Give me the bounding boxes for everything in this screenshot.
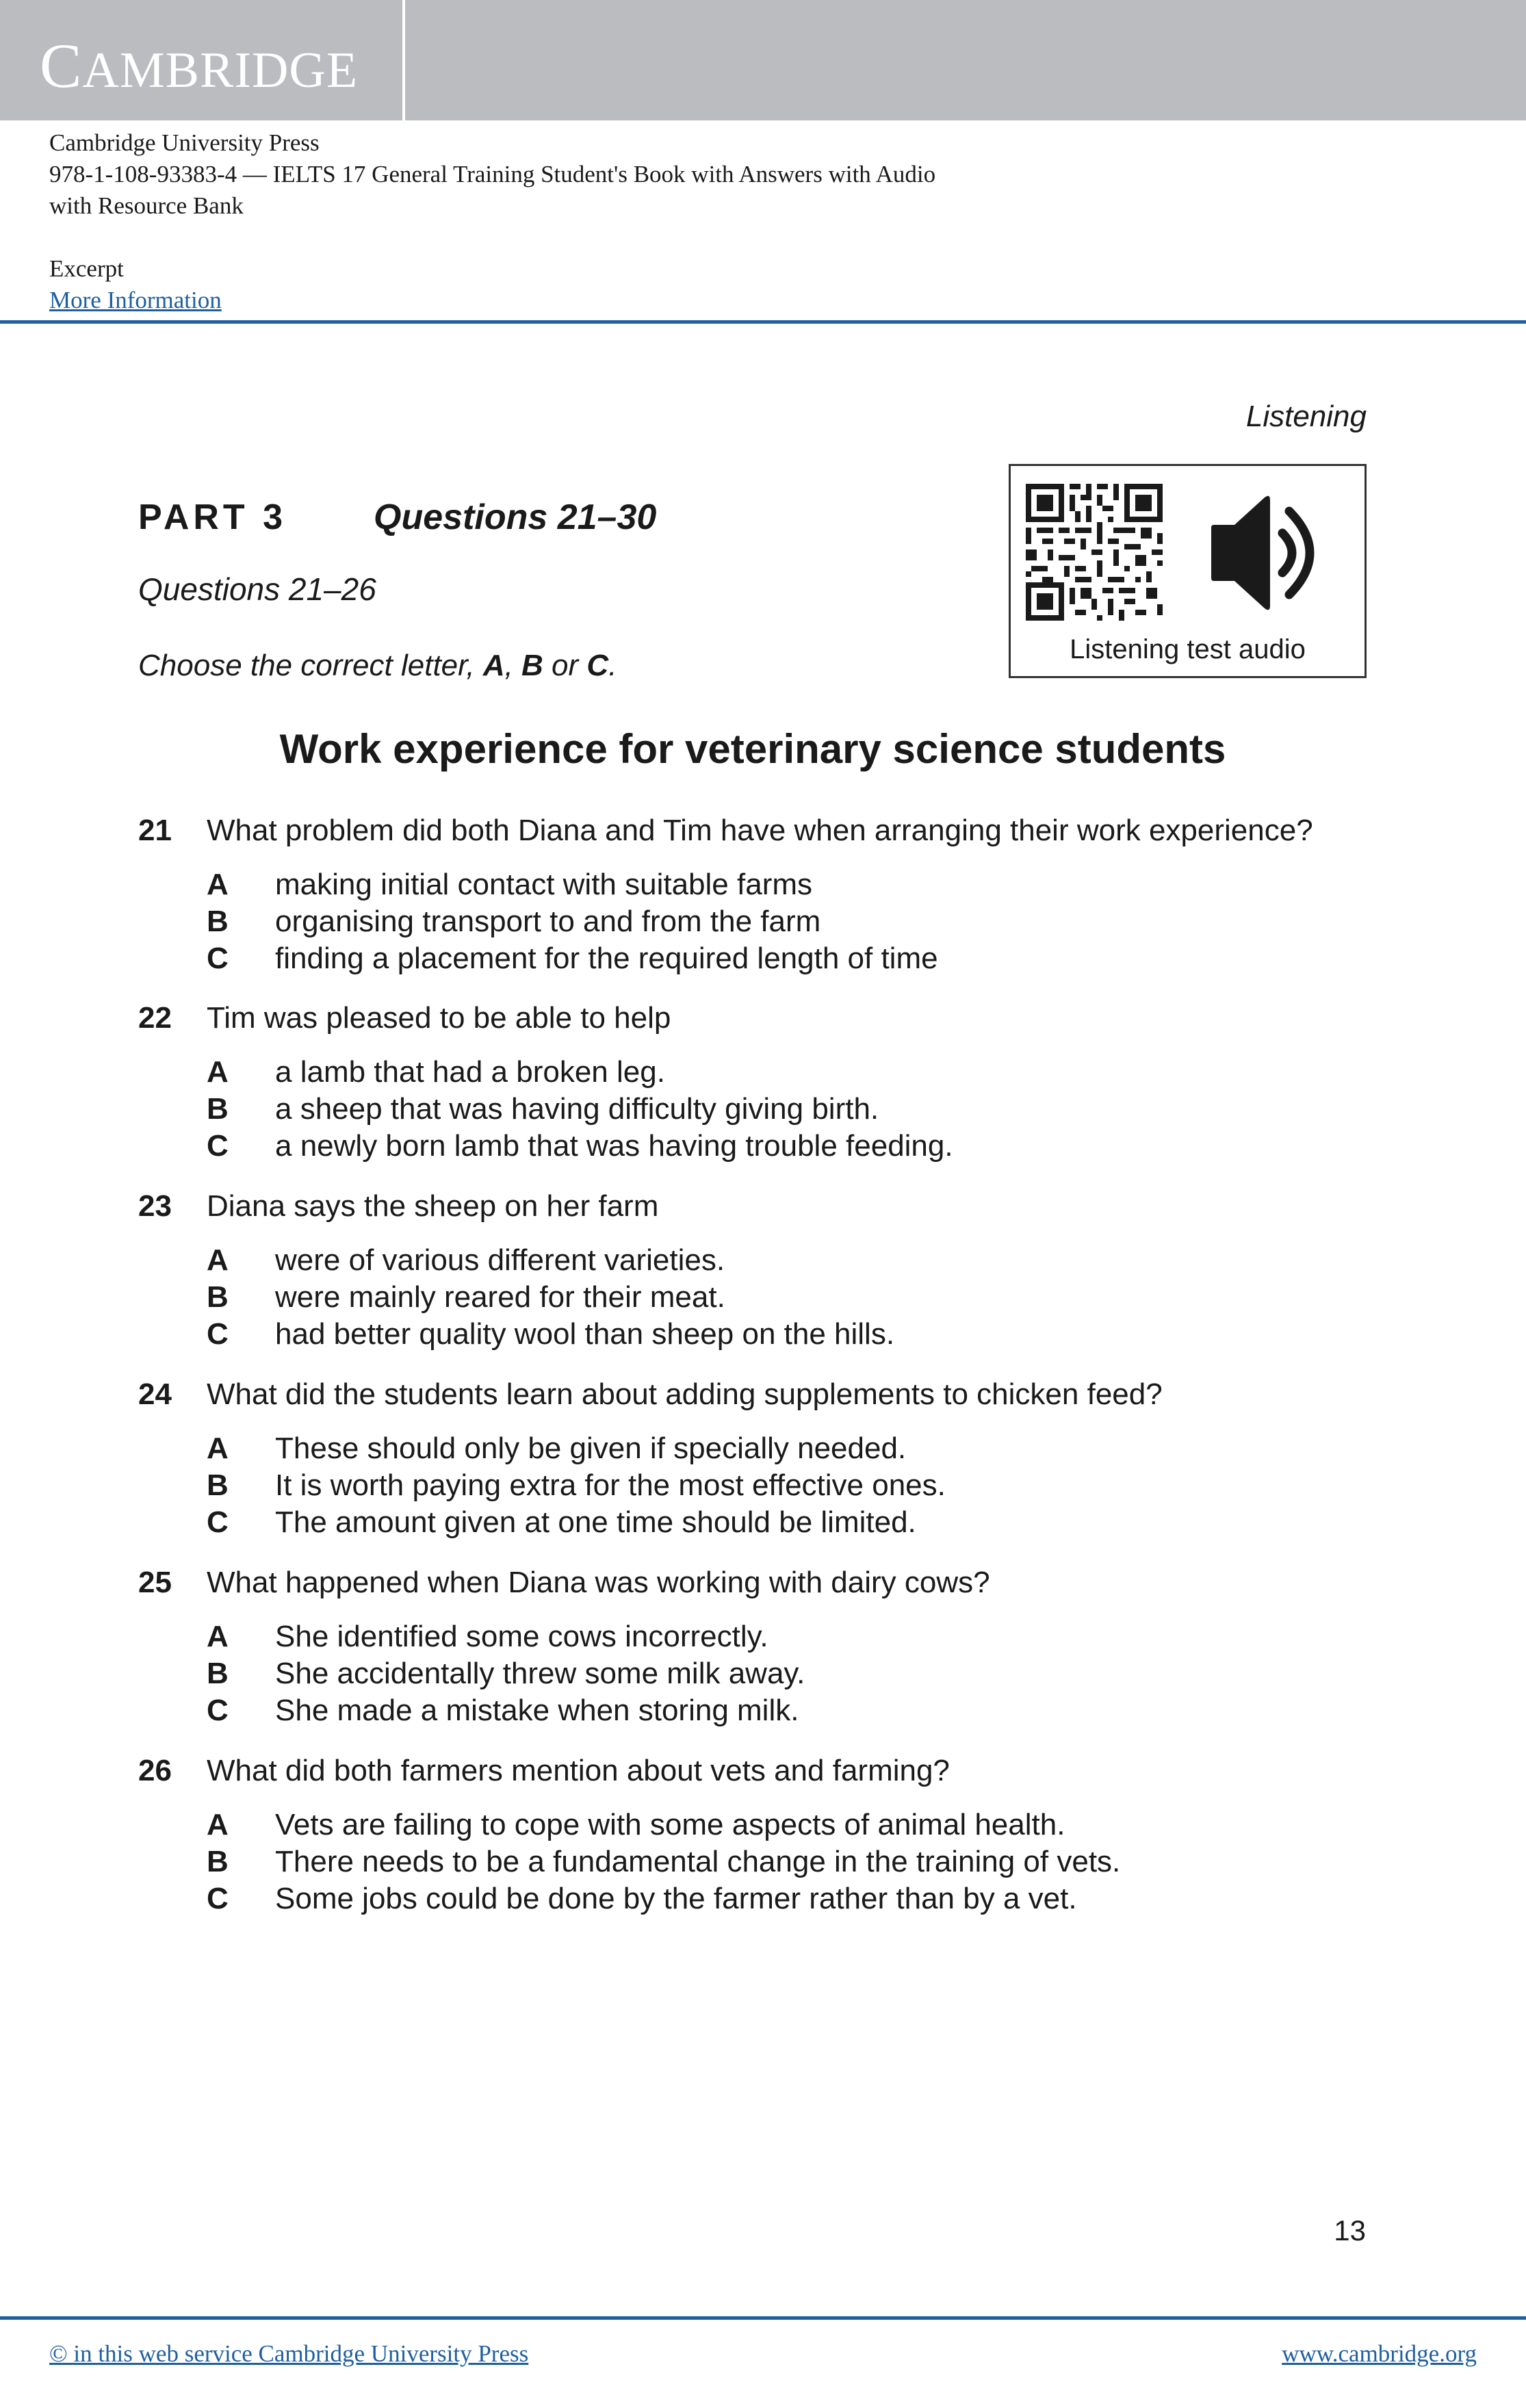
option-text: The amount given at one time should be limited. (275, 1505, 916, 1539)
part-questions-range: Questions 21–30 (374, 497, 657, 537)
option-c[interactable] (138, 1128, 1438, 1165)
audio-box[interactable] (1009, 464, 1367, 678)
footer-divider (0, 2316, 1526, 2320)
question-text: Diana says the sheep on her farm (207, 1189, 659, 1223)
question-26 (138, 1750, 1438, 1917)
option-text: were mainly reared for their meat. (275, 1280, 725, 1314)
option-letter: B (207, 1657, 229, 1690)
question-text: What problem did both Diana and Tim have when arranging their work experience? (207, 814, 1313, 847)
cambridge-logo: CAMBRIDGE (40, 31, 359, 101)
copyright-link[interactable]: © in this web service Cambridge University Press (49, 2340, 529, 2367)
option-a[interactable] (138, 1242, 1438, 1279)
option-a[interactable] (138, 1430, 1438, 1467)
option-letter: A (207, 1620, 229, 1653)
option-letter: A (207, 1432, 229, 1465)
option-letter: B (207, 1845, 229, 1878)
option-letter: A (207, 1243, 229, 1277)
section-label: Listening (1245, 400, 1367, 433)
option-c[interactable] (138, 1316, 1438, 1353)
option-b[interactable] (138, 1467, 1438, 1504)
option-text: Some jobs could be done by the farmer rather than by a vet. (275, 1882, 1077, 1915)
option-b[interactable] (138, 903, 1438, 940)
question-text: Tim was pleased to be able to help (207, 1001, 671, 1035)
option-letter: A (207, 1055, 229, 1089)
question-number: 26 (138, 1754, 172, 1787)
audio-label: Listening test audio (1070, 634, 1306, 664)
option-letter: B (207, 1280, 229, 1314)
instruction-sep: , (504, 649, 522, 682)
option-text: She made a mistake when storing milk. (275, 1694, 799, 1727)
option-b[interactable] (138, 1091, 1438, 1128)
option-c[interactable] (138, 1504, 1438, 1541)
isbn-title-continued: with Resource Bank (49, 192, 244, 219)
option-text: Vets are failing to cope with some aspects of animal health. (275, 1808, 1065, 1841)
qr-code-icon[interactable] (1026, 484, 1163, 621)
instruction-letter-b: B (521, 649, 543, 682)
option-letter: C (207, 1694, 229, 1727)
excerpt-label: Excerpt (49, 255, 124, 282)
option-b[interactable] (138, 1655, 1438, 1692)
question-text: What did the students learn about adding supplements to chicken feed? (207, 1377, 1163, 1411)
option-letter: B (207, 1092, 229, 1126)
question-22 (138, 998, 1438, 1165)
cambridge-site-link[interactable]: www.cambridge.org (1282, 2340, 1477, 2367)
question-24 (138, 1374, 1438, 1541)
instruction-text: Choose the correct letter, (138, 649, 483, 682)
sub-questions-range: Questions 21–26 (138, 571, 376, 607)
question-number: 25 (138, 1566, 172, 1599)
option-text: organising transport to and from the farm (275, 905, 821, 938)
option-letter: A (207, 868, 229, 901)
option-letter: C (207, 1882, 229, 1915)
option-text: She accidentally threw some milk away. (275, 1657, 805, 1690)
banner-divider (402, 0, 405, 120)
option-a[interactable] (138, 866, 1438, 903)
option-text: had better quality wool than sheep on the hills. (275, 1317, 895, 1351)
option-text: a newly born lamb that was having trouble feeding. (275, 1129, 953, 1163)
question-21 (138, 810, 1438, 977)
instruction (138, 649, 617, 683)
option-text: finding a placement for the required length of time (275, 942, 938, 975)
option-text: She identified some cows incorrectly. (275, 1620, 768, 1653)
header-banner (0, 0, 1526, 120)
option-letter: C (207, 942, 229, 975)
instruction-sep: or (543, 649, 587, 682)
option-text: a sheep that was having difficulty giving birth. (275, 1092, 879, 1126)
publisher-name: Cambridge University Press (49, 129, 320, 156)
option-text: making initial contact with suitable farms (275, 868, 812, 901)
option-letter: A (207, 1808, 229, 1841)
option-text: There needs to be a fundamental change in the training of vets. (275, 1845, 1121, 1878)
instruction-letter-a: A (482, 649, 505, 682)
header-divider (0, 320, 1526, 324)
instruction-letter-c: C (586, 649, 609, 682)
page-number: 13 (1334, 2214, 1366, 2247)
option-c[interactable] (138, 940, 1438, 977)
question-text: What happened when Diana was working with dairy cows? (207, 1566, 990, 1599)
worksheet-title-text: Work experience for veterinary science students (279, 726, 1226, 772)
worksheet-title (0, 725, 1505, 773)
speaker-icon[interactable] (1206, 495, 1322, 611)
question-number: 23 (138, 1189, 172, 1223)
option-letter: C (207, 1317, 229, 1351)
part-title: PART 3 (138, 497, 287, 537)
more-information-link[interactable]: More Information (49, 287, 222, 313)
isbn-title: 978-1-108-93383-4 — IELTS 17 General Training Student's Book with Answers with Audio (49, 161, 936, 187)
option-text: These should only be given if specially needed. (275, 1432, 907, 1465)
option-text: were of various different varieties. (275, 1243, 725, 1277)
question-25 (138, 1562, 1438, 1729)
option-b[interactable] (138, 1279, 1438, 1316)
option-letter: C (207, 1505, 229, 1539)
instruction-suffix: . (608, 649, 617, 682)
option-a[interactable] (138, 1054, 1438, 1091)
option-a[interactable] (138, 1807, 1438, 1843)
option-c[interactable] (138, 1692, 1438, 1729)
option-letter: C (207, 1129, 229, 1163)
option-text: It is worth paying extra for the most effective ones. (275, 1468, 946, 1502)
option-text: a lamb that had a broken leg. (275, 1055, 665, 1089)
option-letter: B (207, 1468, 229, 1502)
option-a[interactable] (138, 1618, 1438, 1655)
option-b[interactable] (138, 1843, 1438, 1880)
question-number: 21 (138, 814, 172, 847)
question-23 (138, 1186, 1438, 1353)
question-number: 22 (138, 1001, 172, 1035)
option-letter: B (207, 905, 229, 938)
question-number: 24 (138, 1377, 172, 1411)
question-text: What did both farmers mention about vets and farming? (207, 1754, 950, 1787)
option-c[interactable] (138, 1880, 1438, 1917)
